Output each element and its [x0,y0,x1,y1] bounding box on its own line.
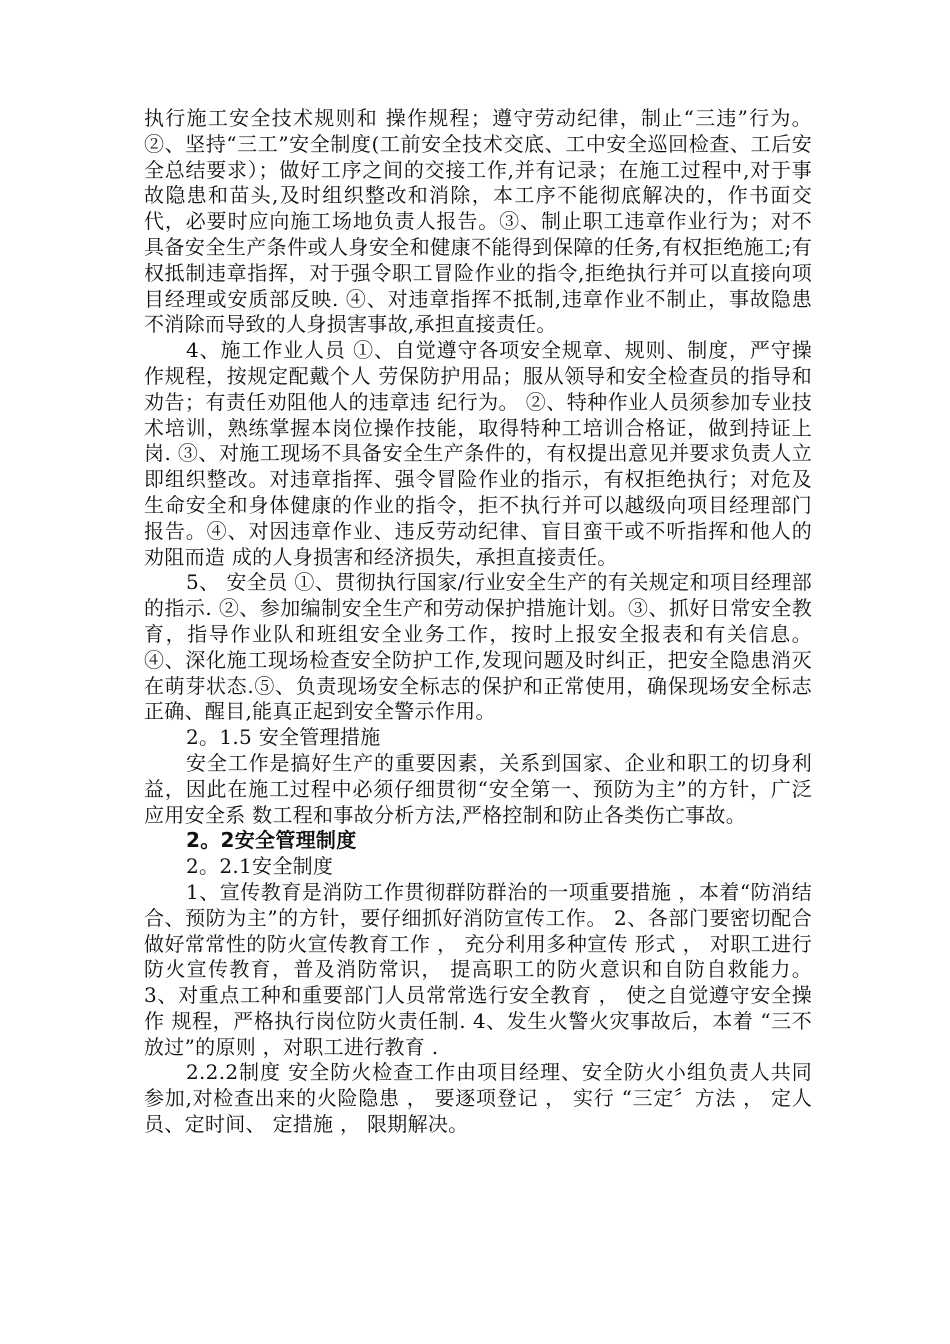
paragraph-fire-safety-education: 1、宣传教育是消防工作贯彻群防群治的一项重要措施 ，本着“防消结合、预防为主”的方针，要仔细抓好消防宣传工作。 2、各部门要密切配合做好常常性的防火宣传教育工作 ， 充分利用多种宣传 形式 ， 对职工进行防火宣传教育，普及消防常识， 提高职工的防火意识和自防自救能力。 3、对重点工种和重要部门人员常常选行安全教育 ， 使之自觉遵守安全操作 规程，严格执行岗位防火责任制. 4、发生火警火灾事故后，本着 “三不放过”的原则 ，对职工进行教育 . [144,879,812,1059]
subsection-heading-safety-system: 2。2.1安全制度 [186,854,334,879]
paragraph-safety-officer: 5、 安全员 ①、贯彻执行国家/行业安全生产的有关规定和项目经理部的指示. ②、参加编制安全生产和劳动保护措施计划。③、抓好日常安全教育，指导作业队和班组安全业务工作，按时上报安全报表和有关信息。④、深化施工现场检查安全防护工作,发现问题及时纠正，把安全隐患消灭在萌芽状态.⑤、负责现场安全标志的保护和正常使用，确保现场安全标志正确、醒目,能真正起到安全警示作用。 [144,570,812,724]
paragraph-safety-measures: 安全工作是搞好生产的重要因素，关系到国家、企业和职工的切身利益，因此在施工过程中必须仔细贯彻“安全第一、预防为主”的方针，广泛应用安全系 数工程和事故分析方法,严格控制和防止各类伤亡事故。 [144,750,812,827]
section-heading-safety-management-system: 2。2安全管理制度 [186,828,357,853]
document-body [144,106,812,1138]
paragraph-fire-inspection-system: 2.2.2制度 安全防火检查工作由项目经理、安全防火小组负责人共同参加,对检查出来的火险隐患 ， 要逐项登记 ， 实行 “三定〞方法 ， 定人员、定时间、 定措施 ， 限期解决。 [144,1060,812,1137]
paragraph-construction-workers: 4、施工作业人员 ①、自觉遵守各项安全规章、规则、制度，严守操作规程，按规定配戴个人 劳保防护用品；服从领导和安全检查员的指导和劝告；有责任劝阻他人的违章违 纪行为。 ②、特种作业人员须参加专业技术培训，熟练掌握本岗位操作技能，取得特种工培训合格证，做到持证上岗. ③、对施工现场不具备安全生产条件的，有权提出意见并要求负责人立即组织整改。对违章指挥、强令冒险作业的指示，有权拒绝执行；对危及生命安全和身体健康的作业的指令，拒不执行并可以越级向项目经理部门报告。④、对因违章作业、违反劳动纪律、盲目蛮干或不听指挥和他人的劝阻而造 成的人身损害和经济损失，承担直接责任。 [144,338,812,569]
paragraph-worker-duties-continued: 执行施工安全技术规则和 操作规程；遵守劳动纪律，制止“三违”行为。 ②、坚持“三工”安全制度(工前安全技术交底、工中安全巡回检查、工后安全总结要求）；做好工序之间的交接工作,并有记录；在施工过程中,对于事故隐患和苗头,及时组织整改和消除，本工序不能彻底解决的，作书面交代，必要时应向施工场地负责人报告。③、制止职工违章作业行为；对不具备安全生产条件或人身安全和健康不能得到保障的任务,有权拒绝施工;有权抵制违章指挥，对于强令职工冒险作业的指令,拒绝执行并可以直接向项目经理或安质部反映. ④、对违章指挥不抵制,违章作业不制止，事故隐患不消除而导致的人身损害事故,承担直接责任。 [144,106,812,337]
section-heading-safety-measures: 2。1.5 安全管理措施 [186,725,381,750]
